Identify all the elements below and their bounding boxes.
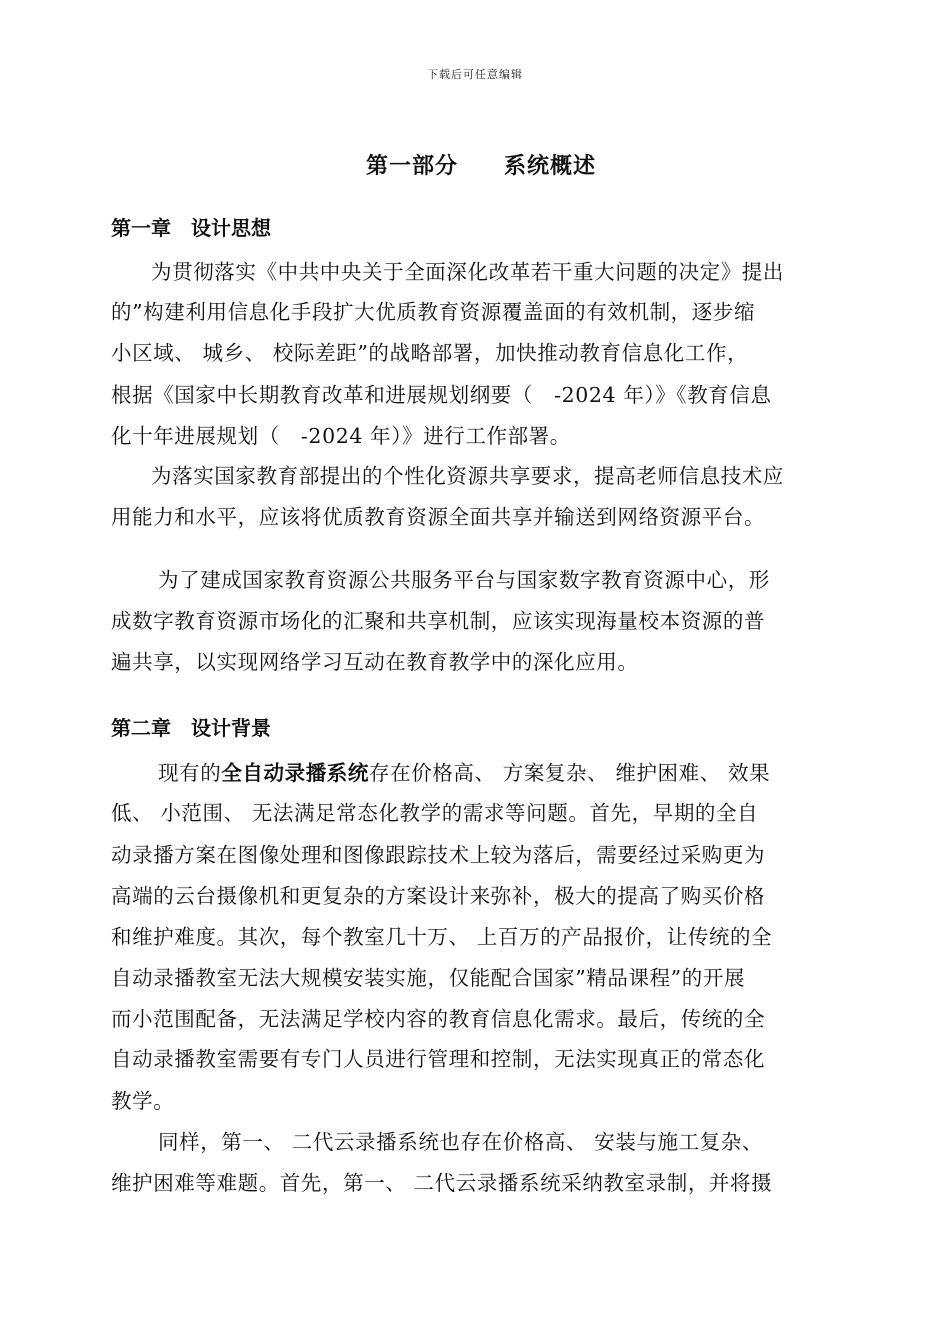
ch1-p1-line-5: 化十年进展规划（ -2024 年）》进行工作部署。 (111, 424, 571, 448)
ch1-p3-line-3: 遍共享，以实现网络学习互动在教育教学中的深化应用。 (111, 650, 639, 674)
ch1-p2-line-1: 为落实国家教育部提出的个性化资源共享要求，提高老师信息技术应 (151, 464, 784, 488)
ch2-p1-line-4: 高端的云台摄像机和更复杂的方案设计来弥补，极大的提高了购买价格 (111, 884, 766, 908)
ch1-p1-line-3: 小区域、 城乡、 校际差距”的战略部署，加快推动教育信息化工作， (111, 341, 749, 365)
ch1-p1-line-4: 根据《国家中长期教育改革和进展规划纲要（ -2024 年）》《教育信息 (111, 383, 772, 407)
ch1-p3-line-1: 为了建成国家教育资源公共服务平台与国家数字教育资源中心，形 (158, 568, 770, 592)
ch2-p1-prefix: 现有的 (158, 761, 222, 785)
chapter-2-heading: 第二章 设计背景 (111, 716, 271, 740)
ch2-p1-bold-term: 全自动录播系统 (221, 761, 370, 785)
ch2-p1-line-6: 自动录播教室无法大规模安装实施，仅能配合国家”精品课程”的开展 (111, 966, 746, 990)
ch2-p2-line-1: 同样，第一、 二代云录播系统也存在价格高、 安装与施工复杂、 (158, 1130, 764, 1154)
ch1-p2-line-2: 用能力和水平，应该将优质教育资源全面共享并输送到网络资源平台。 (111, 505, 766, 529)
ch2-p1-line-3: 动录播方案在图像处理和图像跟踪技术上较为落后，需要经过采购更为 (111, 843, 766, 867)
ch2-p1-line-5: 和维护难度。其次，每个教室几十万、 上百万的产品报价，让传统的全 (111, 925, 773, 949)
chapter-1-heading: 第一章 设计思想 (111, 216, 271, 240)
ch2-p2-line-2: 维护困难等难题。首先，第一、 二代云录播系统采纳教室录制，并将摄 (111, 1171, 773, 1195)
ch1-p1-line-1: 为贯彻落实《中共中央关于全面深化改革若干重大问题的决定》提出 (151, 260, 784, 284)
header-note: 下载后可任意编辑 (427, 68, 523, 81)
ch1-p1-line-2: 的”构建利用信息化手段扩大优质教育资源覆盖面的有效机制，逐步缩 (111, 300, 756, 324)
part-title: 第一部分 系统概述 (365, 154, 596, 179)
ch1-p3-line-2: 成数字教育资源市场化的汇聚和共享机制，应该实现海量校本资源的普 (111, 609, 766, 633)
ch2-p1-line-9: 教学。 (111, 1089, 175, 1113)
ch2-p1-suffix: 存在价格高、 方案复杂、 维护困难、 效果 (369, 761, 771, 785)
ch2-p1-line-1 (158, 759, 770, 787)
ch2-p1-line-7: 而小范围配备，无法满足学校内容的教育信息化需求。最后，传统的全 (111, 1007, 766, 1031)
ch2-p1-line-2: 低、 小范围、 无法满足常态化教学的需求等问题。首先，早期的全自 (111, 801, 759, 825)
ch2-p1-line-8: 自动录播教室需要有专门人员进行管理和控制，无法实现真正的常态化 (111, 1047, 766, 1071)
